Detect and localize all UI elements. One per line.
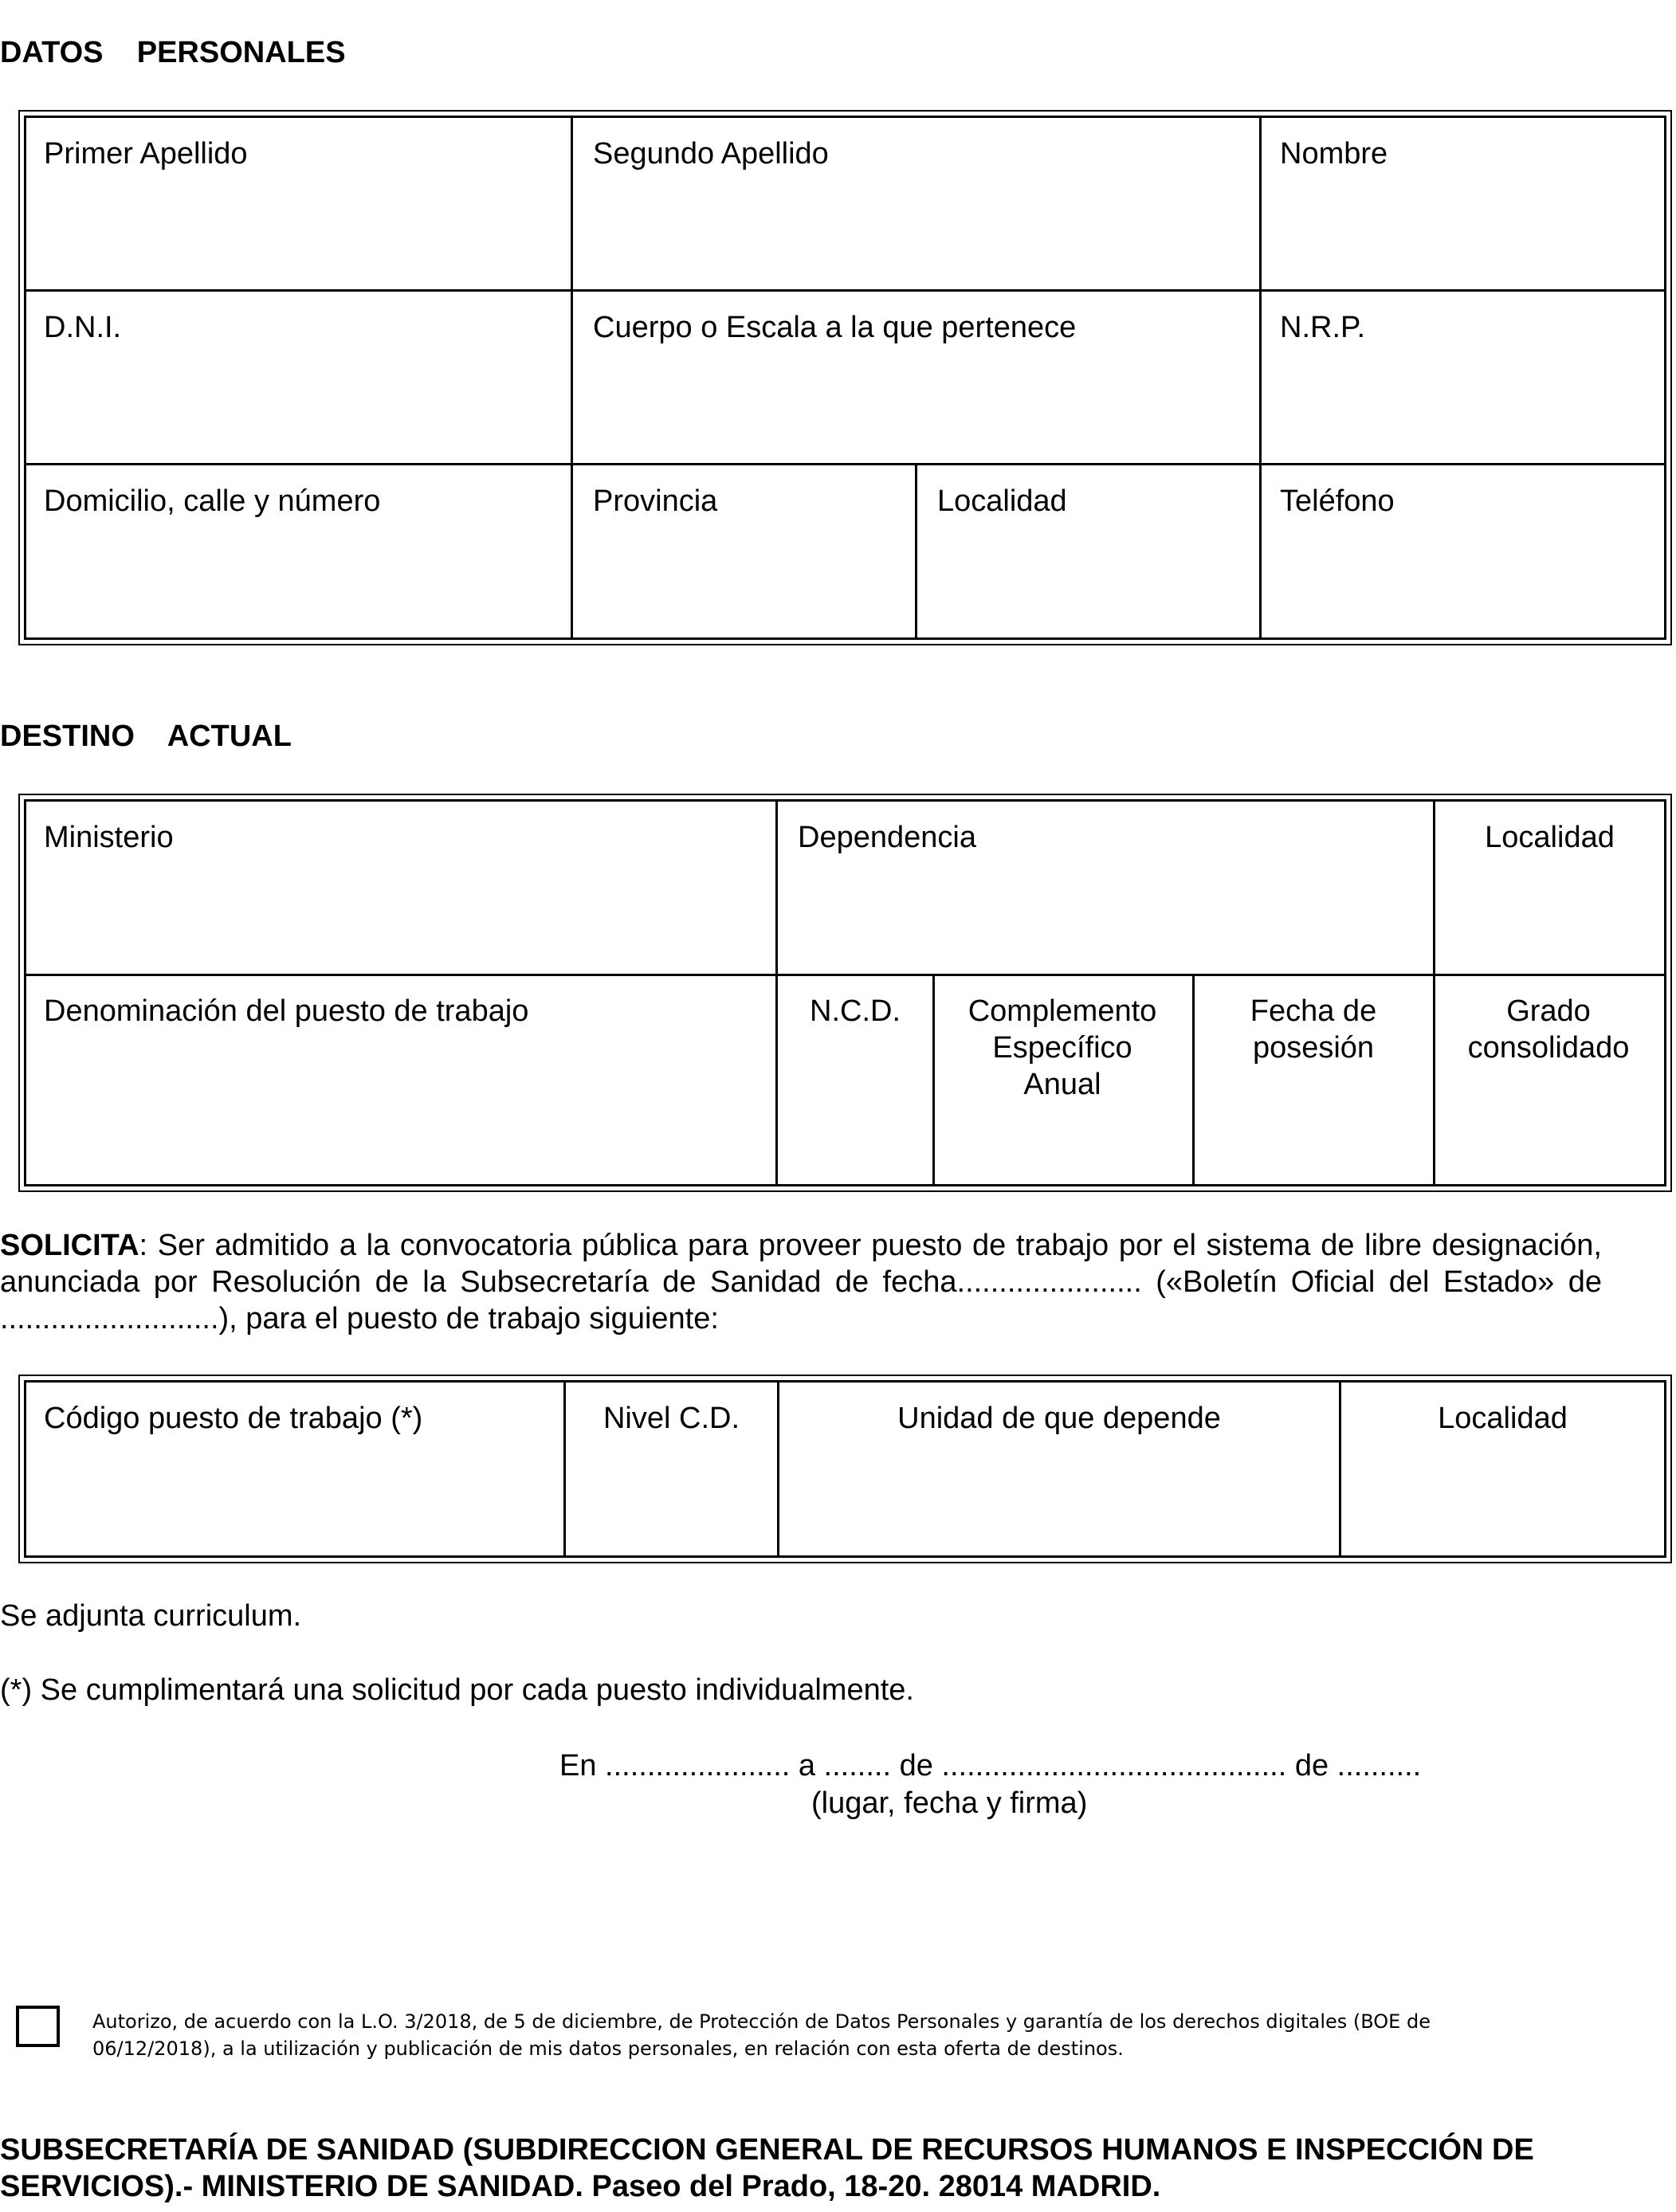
unidad-depende-field[interactable]: Unidad de que depende	[897, 1402, 1221, 1435]
nrp-field[interactable]: N.R.P.	[1280, 311, 1366, 344]
consent-checkbox[interactable]	[16, 2006, 60, 2047]
signature-line[interactable]: En ...................... a ........ de ......................................... de ..........	[559, 1749, 1422, 1783]
curriculum-note: Se adjunta curriculum.	[0, 1599, 302, 1633]
grado-consolidado-field[interactable]: Grado consolidado	[1467, 994, 1630, 1065]
solicita-paragraph	[0, 1227, 1602, 1337]
section-title-destino-actual: DESTINO ACTUAL	[0, 720, 292, 753]
destino-actual-table	[18, 794, 1672, 1192]
nivel-cd-field[interactable]: Nivel C.D.	[602, 1402, 740, 1435]
datos-personales-table	[18, 110, 1672, 645]
fecha-posesion-field[interactable]: Fecha de posesión	[1250, 994, 1377, 1065]
segundo-apellido-field[interactable]: Segundo Apellido	[593, 137, 829, 171]
localidad-actual-field[interactable]: Localidad	[1485, 821, 1615, 854]
section-title-datos-personales: DATOS PERSONALES	[0, 36, 346, 69]
dni-field[interactable]: D.N.I.	[44, 311, 122, 344]
denominacion-puesto-field[interactable]: Denominación del puesto de trabajo	[44, 994, 529, 1028]
asterisk-note: (*) Se cumplimentará una solicitud por cada puesto individualmente.	[0, 1673, 914, 1707]
footer-address: SUBSECRETARÍA DE SANIDAD (SUBDIRECCION GENERAL DE RECURSOS HUMANOS E INSPECCIÓN DE SERVICIOS).- MINISTERIO DE SANIDAD. Paseo del Prado, 18-20. 28014 MADRID.	[0, 2133, 1534, 2203]
localidad-field[interactable]: Localidad	[937, 484, 1067, 518]
provincia-field[interactable]: Provincia	[593, 484, 718, 518]
complemento-especifico-field[interactable]: Complemento Específico Anual	[968, 994, 1157, 1101]
consent-text: Autorizo, de acuerdo con la L.O. 3/2018, de 5 de diciembre, de Protección de Datos Personales y garantía de los derechos digitales (BOE de 06/12/2018), a la utilización y publicación de mis datos personales, en relación con esta oferta de destinos.	[92, 2010, 1431, 2060]
primer-apellido-field[interactable]: Primer Apellido	[44, 137, 248, 171]
dependencia-field[interactable]: Dependencia	[798, 821, 976, 854]
localidad-solicitada-field[interactable]: Localidad	[1438, 1402, 1568, 1435]
cuerpo-escala-field[interactable]: Cuerpo o Escala a la que pertenece	[593, 311, 1077, 344]
codigo-puesto-field[interactable]: Código puesto de trabajo (*)	[44, 1402, 423, 1435]
solicita-text: : Ser admitido a la convocatoria pública para proveer puesto de trabajo por el sistema de libre designación, anunciada por Resolución de la Subsecretaría de Sanidad de fecha...................... («Boletín Oficial del Estado» de ..........................), para el puesto de trabajo siguiente:	[0, 1229, 1602, 1335]
ncd-field[interactable]: N.C.D.	[810, 994, 901, 1028]
telefono-field[interactable]: Teléfono	[1280, 484, 1395, 518]
nombre-field[interactable]: Nombre	[1280, 137, 1388, 171]
puesto-solicitado-table	[18, 1375, 1672, 1563]
signature-caption: (lugar, fecha y firma)	[811, 1786, 1088, 1820]
solicita-label: SOLICITA	[0, 1229, 139, 1262]
ministerio-field[interactable]: Ministerio	[44, 821, 174, 854]
domicilio-field[interactable]: Domicilio, calle y número	[44, 484, 381, 518]
